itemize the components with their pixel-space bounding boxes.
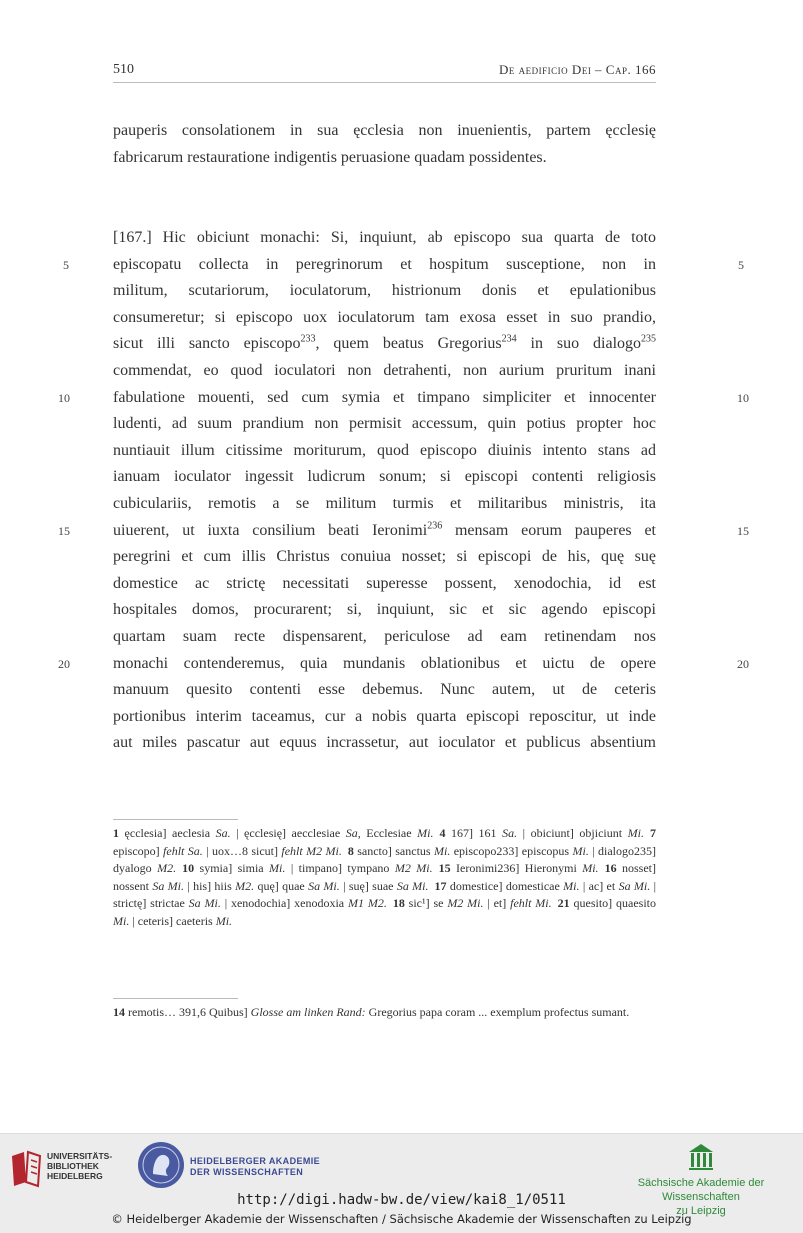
ub-logo-text: UNIVERSITÄTS- BIBLIOTHEK HEIDELBERG — [47, 1151, 113, 1181]
apparatus-line-ref: 8 — [347, 843, 354, 858]
apparatus-siglum: Sa Mi. — [396, 878, 429, 893]
text-line: quartam suam recte dispensarent, periculose ad eam retinendam nos — [113, 627, 656, 645]
apparatus-siglum: M2 Mi. — [447, 896, 484, 911]
apparatus-lemma: nosset] nossent — [113, 861, 656, 893]
text-line: peregrini et cum illis Christus conuiua nosset; si episcopi de his, quę suę — [113, 548, 656, 566]
apparatus-lemma: | timpano] tympano — [285, 861, 395, 876]
permalink-url[interactable]: http://digi.hadw-bw.de/view/kai8_1/0511 — [237, 1192, 566, 1208]
footnote-ref[interactable]: 236 — [427, 520, 443, 532]
critical-apparatus — [113, 825, 656, 931]
text-line — [113, 518, 656, 545]
text-line: ludenti, ad suum prandium non permisit accessum, quin potius propter hoc — [113, 415, 656, 433]
apparatus-lemma: domestice] domesticae — [446, 878, 564, 893]
saw-logo-text: Sächsische Akademie der Wissenschaften zu Leipzig — [637, 1177, 765, 1217]
apparatus-lemma: episcopo233] episcopus — [450, 843, 573, 858]
apparatus-entry — [580, 879, 651, 893]
apparatus-siglum: M2. — [157, 861, 177, 876]
apparatus-lemma: ęcclesia] aeclesia — [119, 826, 216, 840]
text-line: episcopatu collecta in peregrinorum et hospitum susceptione, non in — [113, 255, 656, 273]
apparatus-entry — [342, 844, 451, 858]
apparatus-siglum: Sa, — [345, 826, 361, 840]
apparatus-entry — [231, 826, 361, 840]
page-number: 510 — [113, 62, 134, 77]
text-line: [167.] Hic obiciunt monachi: Si, inquiunt, ab episcopo sua quarta de toto — [113, 229, 656, 246]
line-number-left-5: 5 — [63, 258, 69, 272]
apparatus-lemma: | ceteris] caeteris — [129, 913, 216, 928]
apparatus-siglum: fehlt Mi. — [510, 896, 552, 911]
running-title: De aedificio Dei – Cap. 166 — [499, 62, 656, 77]
text-line: commendat, eo quod ioculatori non detrahenti, non aurium pruritum inani — [113, 361, 656, 379]
line-number-right-20: 20 — [737, 657, 749, 671]
apparatus-siglum: Sa Mi. — [188, 896, 221, 911]
text-segment: uiuerent, ut iuxta consilium beati Ieronimi — [113, 521, 428, 539]
apparatus-entry — [361, 826, 434, 840]
apparatus-entry — [203, 844, 342, 858]
apparatus-entry — [176, 861, 285, 875]
apparatus-entry — [340, 879, 429, 893]
apparatus-entry — [113, 826, 231, 840]
apparatus-entry — [184, 879, 254, 893]
line-number-left-15: 15 — [58, 524, 70, 538]
text-line — [113, 331, 656, 358]
hadw-logo[interactable] — [138, 1142, 358, 1194]
apparatus-siglum: Mi. — [563, 878, 580, 893]
apparatus-lemma: | ac] et — [579, 878, 619, 893]
apparatus-lemma: | uox…8 sicut] — [202, 843, 282, 858]
apparatus-entry — [484, 896, 552, 910]
hadw-logo-text: HEIDELBERGER AKADEMIE DER WISSENSCHAFTEN — [190, 1156, 321, 1177]
apparatus-entry — [221, 896, 387, 910]
ub-logo-icon — [10, 1148, 44, 1188]
apparatus-siglum: M2. — [235, 878, 255, 893]
apparatus-line-ref: 10 — [182, 861, 195, 876]
apparatus-line-ref: 7 — [649, 826, 656, 840]
text-line: cubiculariis, remotis a se militum turmis et militaribus ministris, ita — [113, 494, 656, 512]
apparatus-siglum: fehlt M2 Mi. — [281, 843, 342, 858]
apparatus-lemma: | ęcclesię] aecclesiae — [230, 826, 346, 840]
text-segment: , quem beatus Gregorius — [315, 335, 502, 353]
saw-building-icon — [686, 1142, 716, 1172]
text-line: nuntiauit illum citissime moriturum, quod episcopo diuinis intento stans ad — [113, 441, 656, 459]
apparatus-siglum: Sa. — [215, 826, 231, 840]
apparatus-lemma: 167] 161 — [445, 826, 503, 840]
text-line: portionibus interim taceamus, cur a nobis quarta episcopi reposcitur, ut inde — [113, 707, 656, 725]
text-segment: sicut illi sancto episcopo — [113, 335, 301, 353]
line-number-right-15: 15 — [737, 524, 749, 538]
apparatus-lemma: | suę] suae — [339, 878, 397, 893]
apparatus-lemma: | et] — [483, 896, 511, 911]
text-line: militum, scutariorum, ioculatorum, histrionum donis et epulationibus — [113, 282, 656, 300]
apparatus-entry — [450, 844, 589, 858]
apparatus-lemma: quę] quae — [254, 878, 309, 893]
apparatus-siglum: Mi. — [433, 843, 451, 858]
apparatus-entry — [433, 861, 599, 875]
apparatus-lemma: Ecclesiae — [360, 826, 418, 840]
apparatus-siglum: Mi. — [582, 861, 599, 876]
gloss-apparatus — [113, 1004, 656, 1022]
apparatus-lemma: Ieronimi236] Hieronymi — [450, 861, 583, 876]
apparatus-line-ref: 1 — [113, 826, 119, 840]
text-line: manuum quesito contenti esse debemus. Nunc autem, ut de ceteris — [113, 681, 656, 699]
apparatus-entry — [129, 914, 232, 928]
text-segment: mensam eorum pauperes et — [442, 521, 657, 539]
apparatus-entry — [285, 861, 432, 875]
copyright-notice: © Heidelberger Akademie der Wissenschaften / Sächsische Akademie der Wissenschaften zu Leipzig — [111, 1212, 692, 1226]
apparatus-siglum: Mi. — [269, 861, 286, 876]
hadw-seal-icon — [138, 1142, 184, 1188]
text-line: fabulatione mouenti, sed cum symia et timpano simpliciter et innocenter — [113, 388, 656, 406]
apparatus-siglum: Mi. — [417, 826, 434, 840]
apparatus-line-ref: 17 — [434, 878, 447, 893]
text-line: hospitales domos, procurarent; si, inquiunt, sic et sic agendo episcopi — [113, 601, 656, 619]
apparatus-line-ref: 16 — [604, 861, 617, 876]
footnote-ref[interactable]: 235 — [641, 334, 657, 346]
apparatus-line-ref: 21 — [557, 896, 570, 911]
gloss-text: Gregorius papa coram ... exemplum profectus sumant. — [365, 1005, 630, 1019]
apparatus-siglum: Mi. — [215, 913, 233, 928]
apparatus-siglum: M2 Mi. — [394, 861, 433, 876]
apparatus-line-ref: 18 — [392, 896, 405, 911]
line-number-left-20: 20 — [58, 657, 70, 671]
text-line: aut miles pascatur aut equus incrassetur, aut ioculator et publicus absentium — [113, 734, 656, 752]
apparatus-lemma: | his] hiis — [184, 878, 236, 893]
apparatus-lemma: | strictę] strictae — [113, 878, 656, 911]
paragraph-167 — [113, 225, 656, 757]
line-number-right-5: 5 — [738, 258, 744, 272]
line-number-left-10: 10 — [58, 391, 70, 405]
apparatus-siglum: Mi. — [572, 843, 589, 858]
apparatus-line-ref: 4 — [439, 826, 446, 840]
text-line: pauperis consolationem in sua ęcclesia non inuenientis, partem ęcclesię — [113, 122, 656, 139]
apparatus-siglum: M1 M2. — [347, 896, 387, 911]
apparatus-lemma: episcopo] — [113, 843, 164, 858]
apparatus-lemma: sic¹] se — [404, 896, 448, 911]
apparatus-siglum: fehlt Sa. — [163, 843, 203, 858]
gloss-divider — [113, 998, 238, 999]
apparatus-entry — [254, 879, 340, 893]
apparatus-lemma: | xenodochia] xenodoxia — [220, 896, 348, 911]
apparatus-lemma: | dialogo235] dyalogo — [113, 843, 656, 876]
line-number-right-10: 10 — [737, 391, 749, 405]
apparatus-siglum: Sa Mi. — [308, 878, 340, 893]
text-line: fabricarum restauratione indigentis peruasione quadam possidentes. — [113, 148, 547, 166]
apparatus-entry — [387, 896, 484, 910]
apparatus-entry — [433, 826, 517, 840]
apparatus-lemma: quesito] quaesito — [569, 896, 656, 911]
apparatus-entry — [429, 879, 580, 893]
footer-bar — [0, 1133, 803, 1233]
gloss-label: Glosse am linken Rand: — [250, 1005, 366, 1019]
apparatus-divider — [113, 819, 238, 820]
apparatus-entry — [517, 826, 644, 840]
gloss-lemma: remotis… 391,6 Quibus] — [125, 1005, 251, 1019]
apparatus-siglum: Mi. — [627, 826, 644, 840]
apparatus-siglum: Mi. — [113, 913, 130, 928]
text-segment: in suo dialogo — [516, 335, 642, 353]
text-line: domestice ac strictę necessitati superesse possent, xenodochia, id est — [113, 574, 656, 592]
ub-heidelberg-logo[interactable] — [10, 1144, 130, 1192]
apparatus-siglum: Sa Mi. — [618, 878, 651, 893]
apparatus-line-ref: 15 — [438, 861, 451, 876]
text-line: ianuam ioculator ingessit ludicrum sonum; si episcopi contenti religiosis — [113, 468, 656, 486]
paragraph-continuation — [113, 118, 656, 171]
footnote-ref[interactable]: 234 — [501, 334, 517, 346]
apparatus-lemma: sancto] sanctus — [353, 843, 434, 858]
text-line: consumeretur; si episcopo uox ioculatorum tam exosa esset in suo prandio, — [113, 308, 656, 326]
apparatus-siglum: Sa. — [502, 826, 518, 840]
running-header — [113, 62, 656, 83]
apparatus-siglum: Sa Mi. — [152, 878, 185, 893]
text-line: monachi contenderemus, quia mundanis oblationibus et uictu de opere — [113, 654, 656, 672]
footnote-ref[interactable]: 233 — [300, 334, 316, 346]
gloss-num: 14 — [113, 1005, 125, 1019]
apparatus-lemma: | obiciunt] objiciunt — [517, 826, 628, 840]
apparatus-lemma: symia] simia — [194, 861, 270, 876]
